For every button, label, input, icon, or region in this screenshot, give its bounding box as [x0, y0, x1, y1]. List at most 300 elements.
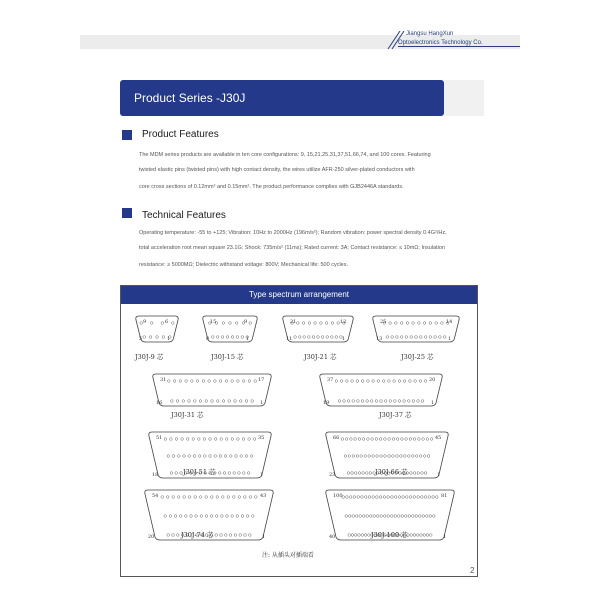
- connector-pin: [348, 455, 351, 458]
- connector-pin: [412, 455, 415, 458]
- connector-pin: [222, 400, 225, 403]
- connector-label: J30J-37 芯: [379, 411, 412, 419]
- connector-pin: [237, 380, 240, 383]
- connector-pin: [188, 496, 191, 499]
- connector-pin: [344, 455, 347, 458]
- connector-pin: [219, 380, 222, 383]
- header-underline: [398, 46, 520, 47]
- connector-pin: [345, 438, 348, 441]
- connector-pin: [359, 515, 362, 518]
- connector-pin: [366, 472, 369, 475]
- connector-pin: [216, 496, 219, 499]
- connector-pin: [352, 455, 355, 458]
- pin-number-bottom-left: 11: [286, 336, 293, 342]
- connector-pin: [181, 438, 184, 441]
- connector-pin: [231, 438, 234, 441]
- connector-pin: [423, 322, 426, 325]
- pin-number-bottom-right: 1: [260, 472, 264, 478]
- pin-number-top-left: 66: [333, 435, 340, 441]
- connector-pin: [234, 400, 237, 403]
- connector-pin: [216, 400, 219, 403]
- connector-pin: [244, 496, 247, 499]
- connector-pin: [406, 322, 409, 325]
- connector-pin: [321, 336, 324, 339]
- connector-pin: [186, 438, 189, 441]
- connector-pin: [241, 336, 244, 339]
- connector-pin: [167, 534, 170, 537]
- connector-pin: [249, 496, 252, 499]
- connector-pin: [392, 438, 395, 441]
- connector-pin: [429, 336, 432, 339]
- connector-pin: [373, 515, 376, 518]
- pin-number-bottom-left: 20: [148, 534, 155, 540]
- connector-pin: [413, 472, 416, 475]
- pin-number-bottom-right: 1: [246, 336, 250, 342]
- pin-number-bottom-right: 1: [448, 336, 452, 342]
- connector-pin: [168, 380, 171, 383]
- connector-pin: [361, 534, 364, 537]
- connector-pin: [198, 438, 201, 441]
- connector-pin: [200, 515, 203, 518]
- connector-pin: [164, 438, 167, 441]
- connector-pin: [211, 496, 214, 499]
- connector-pin: [364, 496, 367, 499]
- connector-pin: [173, 380, 176, 383]
- connector-pin: [215, 515, 218, 518]
- connector-pin: [423, 455, 426, 458]
- connector-pin: [235, 455, 238, 458]
- connector-pin: [172, 322, 175, 325]
- connector-pin: [253, 438, 256, 441]
- connector-pin: [410, 534, 413, 537]
- connector-pin: [429, 322, 432, 325]
- pin-number-top-right: 81: [441, 493, 448, 499]
- connector-pin: [420, 534, 423, 537]
- connector-pin: [247, 472, 250, 475]
- connector-pin: [421, 472, 424, 475]
- connector-pin: [432, 496, 435, 499]
- connector-pin: [412, 515, 415, 518]
- pin-number-top-right: 12: [340, 319, 347, 325]
- connector-pin: [398, 400, 401, 403]
- pin-number-top-left: 15: [210, 319, 217, 325]
- connector-pin: [182, 400, 185, 403]
- pin-number-top-right: 6: [165, 319, 169, 325]
- connector-pin: [379, 496, 382, 499]
- connector-pin: [422, 438, 425, 441]
- connector-pin: [366, 400, 369, 403]
- connector-pin: [382, 380, 385, 383]
- connector-pin: [345, 515, 348, 518]
- connector-pin: [358, 438, 361, 441]
- connector-pin: [351, 534, 354, 537]
- connector-pin: [362, 438, 365, 441]
- connector-pin: [354, 438, 357, 441]
- connector-pin: [383, 515, 386, 518]
- connector-pin: [408, 455, 411, 458]
- connector-pin: [391, 336, 394, 339]
- connector-pin: [341, 438, 344, 441]
- connector-pin: [209, 438, 212, 441]
- connector-pin: [241, 515, 244, 518]
- connector-pin: [393, 380, 396, 383]
- connector-pin: [172, 534, 175, 537]
- connector-pin: [398, 496, 401, 499]
- connector-pin: [384, 455, 387, 458]
- connector-pin: [188, 455, 191, 458]
- connector-diagram: [121, 304, 477, 574]
- connector-pin: [380, 455, 383, 458]
- connector-pin: [246, 515, 249, 518]
- connector-pin: [177, 496, 180, 499]
- connector-pin: [417, 472, 420, 475]
- connector-pin: [240, 455, 243, 458]
- connector-pin: [303, 336, 306, 339]
- features-line-3: core cross sections of 0.12mm² and 0.15mm². The product performance complies with GJB2446A standards.: [139, 184, 404, 190]
- connector-pin: [224, 455, 227, 458]
- connector-pin: [228, 400, 231, 403]
- connector-pin: [227, 496, 230, 499]
- connector-pin: [294, 336, 297, 339]
- pin-number-top-left: 31: [160, 377, 167, 383]
- connector-pin: [430, 438, 433, 441]
- connector-pin: [231, 515, 234, 518]
- connector-pin: [180, 472, 183, 475]
- connector-pin: [389, 322, 392, 325]
- connector-pin: [348, 515, 351, 518]
- connector-pin: [162, 336, 165, 339]
- connector-pin: [183, 455, 186, 458]
- pin-number-bottom-right: 1: [443, 534, 447, 540]
- connector-pin: [251, 400, 254, 403]
- pin-number-top-left: 51: [156, 435, 163, 441]
- pin-number-top-right: 35: [258, 435, 265, 441]
- connector-pin: [320, 322, 323, 325]
- connector-pin: [417, 496, 420, 499]
- connector-pin: [335, 336, 338, 339]
- connector-pin: [202, 380, 205, 383]
- connector-pin: [367, 438, 370, 441]
- connector-pin: [348, 534, 351, 537]
- pin-number-bottom-left: 18: [152, 472, 159, 478]
- connector-pin: [394, 515, 397, 518]
- connector-pin: [414, 380, 417, 383]
- connector-pin: [205, 400, 208, 403]
- connector-pin: [376, 515, 379, 518]
- connector-pin: [245, 400, 248, 403]
- pin-number-bottom-left: 23: [329, 472, 336, 478]
- technical-line-1: Operating temperature: -55 to +125; Vibration: 10Hz to 2000Hz (196m/s²); Random vibration: power spectral density 0.4G²/Hz,: [139, 230, 447, 236]
- connector-pin: [237, 438, 240, 441]
- connector-pin: [179, 380, 182, 383]
- connector-pin: [420, 336, 423, 339]
- connector-pin: [248, 380, 251, 383]
- pin-number-bottom-right: 1: [342, 336, 346, 342]
- connector-pin: [331, 322, 334, 325]
- connector-pin: [372, 496, 375, 499]
- connector-label: J30J-51 芯: [183, 468, 216, 476]
- connector-pin: [215, 534, 218, 537]
- connector-pin: [188, 400, 191, 403]
- connector-pin: [409, 496, 412, 499]
- connector-pin: [219, 455, 222, 458]
- connector-pin: [343, 400, 346, 403]
- connector-pin: [412, 322, 415, 325]
- connector-pin: [231, 336, 234, 339]
- pin-number-bottom-left: 8: [206, 336, 210, 342]
- pin-number-top-left: 37: [327, 377, 334, 383]
- connector-pin: [421, 400, 424, 403]
- connector-pin: [335, 380, 338, 383]
- type-spectrum-title: Type spectrum arrangement: [121, 286, 477, 304]
- connector-pin: [394, 496, 397, 499]
- connector-pin: [221, 515, 224, 518]
- connector-pin: [192, 438, 195, 441]
- connector-pin: [391, 515, 394, 518]
- connector-pin: [233, 472, 236, 475]
- connector-pin: [416, 534, 419, 537]
- connector-pin: [419, 380, 422, 383]
- connector-pin: [225, 380, 228, 383]
- pin-number-bottom-left: 13: [376, 336, 383, 342]
- connector-pin: [193, 455, 196, 458]
- connector-pin: [410, 472, 413, 475]
- diagram-note: 注: 从插头对插端看: [262, 552, 314, 559]
- section-marker: [122, 130, 132, 140]
- connector-pin: [302, 322, 305, 325]
- connector-pin: [351, 472, 354, 475]
- pin-number-top-left: 100: [333, 493, 343, 499]
- company-name: [398, 29, 520, 49]
- connector-pin: [441, 322, 444, 325]
- connector-pin: [376, 496, 379, 499]
- connector-pin: [194, 400, 197, 403]
- connector-pin: [422, 515, 425, 518]
- connector-pin: [340, 380, 343, 383]
- connector-pin: [361, 400, 364, 403]
- connector-pin: [176, 400, 179, 403]
- connector-pin: [418, 438, 421, 441]
- connector-pin: [428, 496, 431, 499]
- connector-pin: [369, 515, 372, 518]
- connector-pin: [426, 515, 429, 518]
- connector-pin: [231, 380, 234, 383]
- page-number: 2: [470, 566, 475, 575]
- connector-pin: [421, 496, 424, 499]
- connector-pin: [210, 515, 213, 518]
- pin-number-bottom-left: 19: [323, 400, 330, 406]
- technical-line-3: resistance: ≥ 5000MΩ; Dielectric withstand voltage: 800V; Mechanical life: 500 cycles.: [139, 262, 348, 268]
- connector-pin: [225, 534, 228, 537]
- connector-pin: [354, 534, 357, 537]
- connector-pin: [297, 322, 300, 325]
- connector-pin: [220, 534, 223, 537]
- connector-pin: [377, 380, 380, 383]
- connector-pin: [252, 515, 255, 518]
- connector-pin: [434, 336, 437, 339]
- connector-pin: [417, 400, 420, 403]
- connector-pin: [427, 455, 430, 458]
- connector-pin: [204, 455, 207, 458]
- connector-pin: [308, 336, 311, 339]
- connector-pin: [412, 400, 415, 403]
- connector-pin: [405, 438, 408, 441]
- connector-pin: [401, 438, 404, 441]
- pin-number-bottom-left: 16: [156, 400, 163, 406]
- connector-pin: [424, 472, 427, 475]
- connector-pin: [376, 455, 379, 458]
- pin-number-top-right: 20: [429, 377, 436, 383]
- connector-pin: [242, 438, 245, 441]
- connector-pin: [402, 496, 405, 499]
- pin-number-bottom-right: 1: [260, 400, 264, 406]
- connector-pin: [169, 515, 172, 518]
- connector-pin: [355, 515, 358, 518]
- connector-pin: [358, 534, 361, 537]
- connector-pin: [198, 455, 201, 458]
- connector-pin: [369, 472, 372, 475]
- connector-pin: [388, 455, 391, 458]
- connector-pin: [408, 515, 411, 518]
- connector-pin: [214, 438, 217, 441]
- connector-pin: [166, 496, 169, 499]
- connector-pin: [203, 438, 206, 441]
- connector-pin: [331, 336, 334, 339]
- connector-pin: [362, 515, 365, 518]
- connector-pin: [190, 515, 193, 518]
- connector-pin: [400, 455, 403, 458]
- pin-number-bottom-right: 1: [167, 336, 171, 342]
- connector-pin: [368, 455, 371, 458]
- connector-pin: [426, 438, 429, 441]
- connector-pin: [403, 380, 406, 383]
- connector-pin: [413, 496, 416, 499]
- connector-pin: [384, 400, 387, 403]
- connector-pin: [229, 322, 232, 325]
- connector-pin: [396, 438, 399, 441]
- features-line-2: twisted elastic pins (twisted pins) with high contact density, the wires utilize AFR-250 silver-plated conductors with: [139, 167, 415, 173]
- connector-pin: [171, 400, 174, 403]
- connector-pin: [199, 400, 202, 403]
- series-banner-tail: [444, 80, 484, 116]
- connector-pin: [388, 438, 391, 441]
- connector-pin: [426, 534, 429, 537]
- technical-paragraph: [139, 226, 479, 273]
- connector-pin: [238, 496, 241, 499]
- connector-pin: [392, 455, 395, 458]
- connector-pin: [216, 336, 219, 339]
- connector-pin: [234, 534, 237, 537]
- pin-number-top-left: 9: [143, 319, 147, 325]
- connector-pin: [229, 534, 232, 537]
- connector-pin: [368, 496, 371, 499]
- connector-pin: [170, 472, 173, 475]
- connector-pin: [228, 472, 231, 475]
- connector-pin: [371, 438, 374, 441]
- connector-pin: [419, 515, 422, 518]
- connector-pin: [244, 534, 247, 537]
- connector-pin: [347, 472, 350, 475]
- connector-pin: [380, 400, 383, 403]
- connector-label: J30J-21 芯: [304, 353, 337, 361]
- connector-pin: [351, 380, 354, 383]
- connector-pin: [222, 322, 225, 325]
- pin-number-top-left: 25: [380, 319, 387, 325]
- connector-label: J30J-31 芯: [171, 411, 204, 419]
- connector-pin: [312, 336, 315, 339]
- connector-pin: [248, 438, 251, 441]
- connector-pin: [424, 336, 427, 339]
- connector-pin: [308, 322, 311, 325]
- connector-pin: [164, 515, 167, 518]
- connector-pin: [388, 380, 391, 383]
- pin-number-bottom-right: 1: [431, 400, 435, 406]
- connector-pin: [156, 336, 159, 339]
- connector-pin: [380, 515, 383, 518]
- connector-pin: [161, 322, 164, 325]
- connector-pin: [370, 400, 373, 403]
- connector-pin: [349, 496, 352, 499]
- features-line-1: The MDM series products are available in ten core configurations: 9, 15,21,25,31,37,51,66,74, and 100 cores. Featuring: [139, 152, 431, 158]
- connector-pin: [433, 515, 436, 518]
- connector-pin: [226, 515, 229, 518]
- connector-pin: [254, 380, 257, 383]
- pin-number-top-right: 43: [260, 493, 267, 499]
- connector-pin: [239, 400, 242, 403]
- pin-number-top-right: 17: [258, 377, 265, 383]
- connector-pin: [175, 472, 178, 475]
- connector-pin: [386, 336, 389, 339]
- connector-pin: [396, 336, 399, 339]
- section-marker: [122, 208, 132, 218]
- connector-pin: [384, 438, 387, 441]
- connector-pin: [238, 472, 241, 475]
- company-name-line2: Optoelectronics Technology Co.: [398, 40, 483, 46]
- connector-pin: [375, 438, 378, 441]
- connector-pin: [394, 400, 397, 403]
- series-title: Product Series -J30J: [134, 91, 246, 105]
- connector-pin: [222, 496, 225, 499]
- connector-pin: [415, 515, 418, 518]
- connector-pin: [398, 380, 401, 383]
- connector-pin: [218, 472, 221, 475]
- connector-pin: [236, 515, 239, 518]
- connector-pin: [361, 380, 364, 383]
- connector-pin: [443, 336, 446, 339]
- connector-pin: [350, 438, 353, 441]
- connector-pin: [196, 380, 199, 383]
- connector-pin: [209, 455, 212, 458]
- connector-pin: [429, 515, 432, 518]
- connector-pin: [239, 534, 242, 537]
- connector-pin: [358, 472, 361, 475]
- connector-pin: [405, 336, 408, 339]
- connector-pin: [211, 400, 214, 403]
- connector-pin: [221, 336, 224, 339]
- connector-pin: [430, 534, 433, 537]
- connector-pin: [401, 515, 404, 518]
- connector-pin: [409, 380, 412, 383]
- connector-label: J30J-9 芯: [135, 353, 164, 361]
- connector-pin: [375, 400, 378, 403]
- connector-pin: [408, 400, 411, 403]
- connector-pin: [195, 515, 198, 518]
- connector-label: J30J-25 芯: [401, 353, 434, 361]
- connector-pin: [194, 496, 197, 499]
- connector-pin: [150, 322, 153, 325]
- connector-pin: [175, 438, 178, 441]
- connector-pin: [214, 455, 217, 458]
